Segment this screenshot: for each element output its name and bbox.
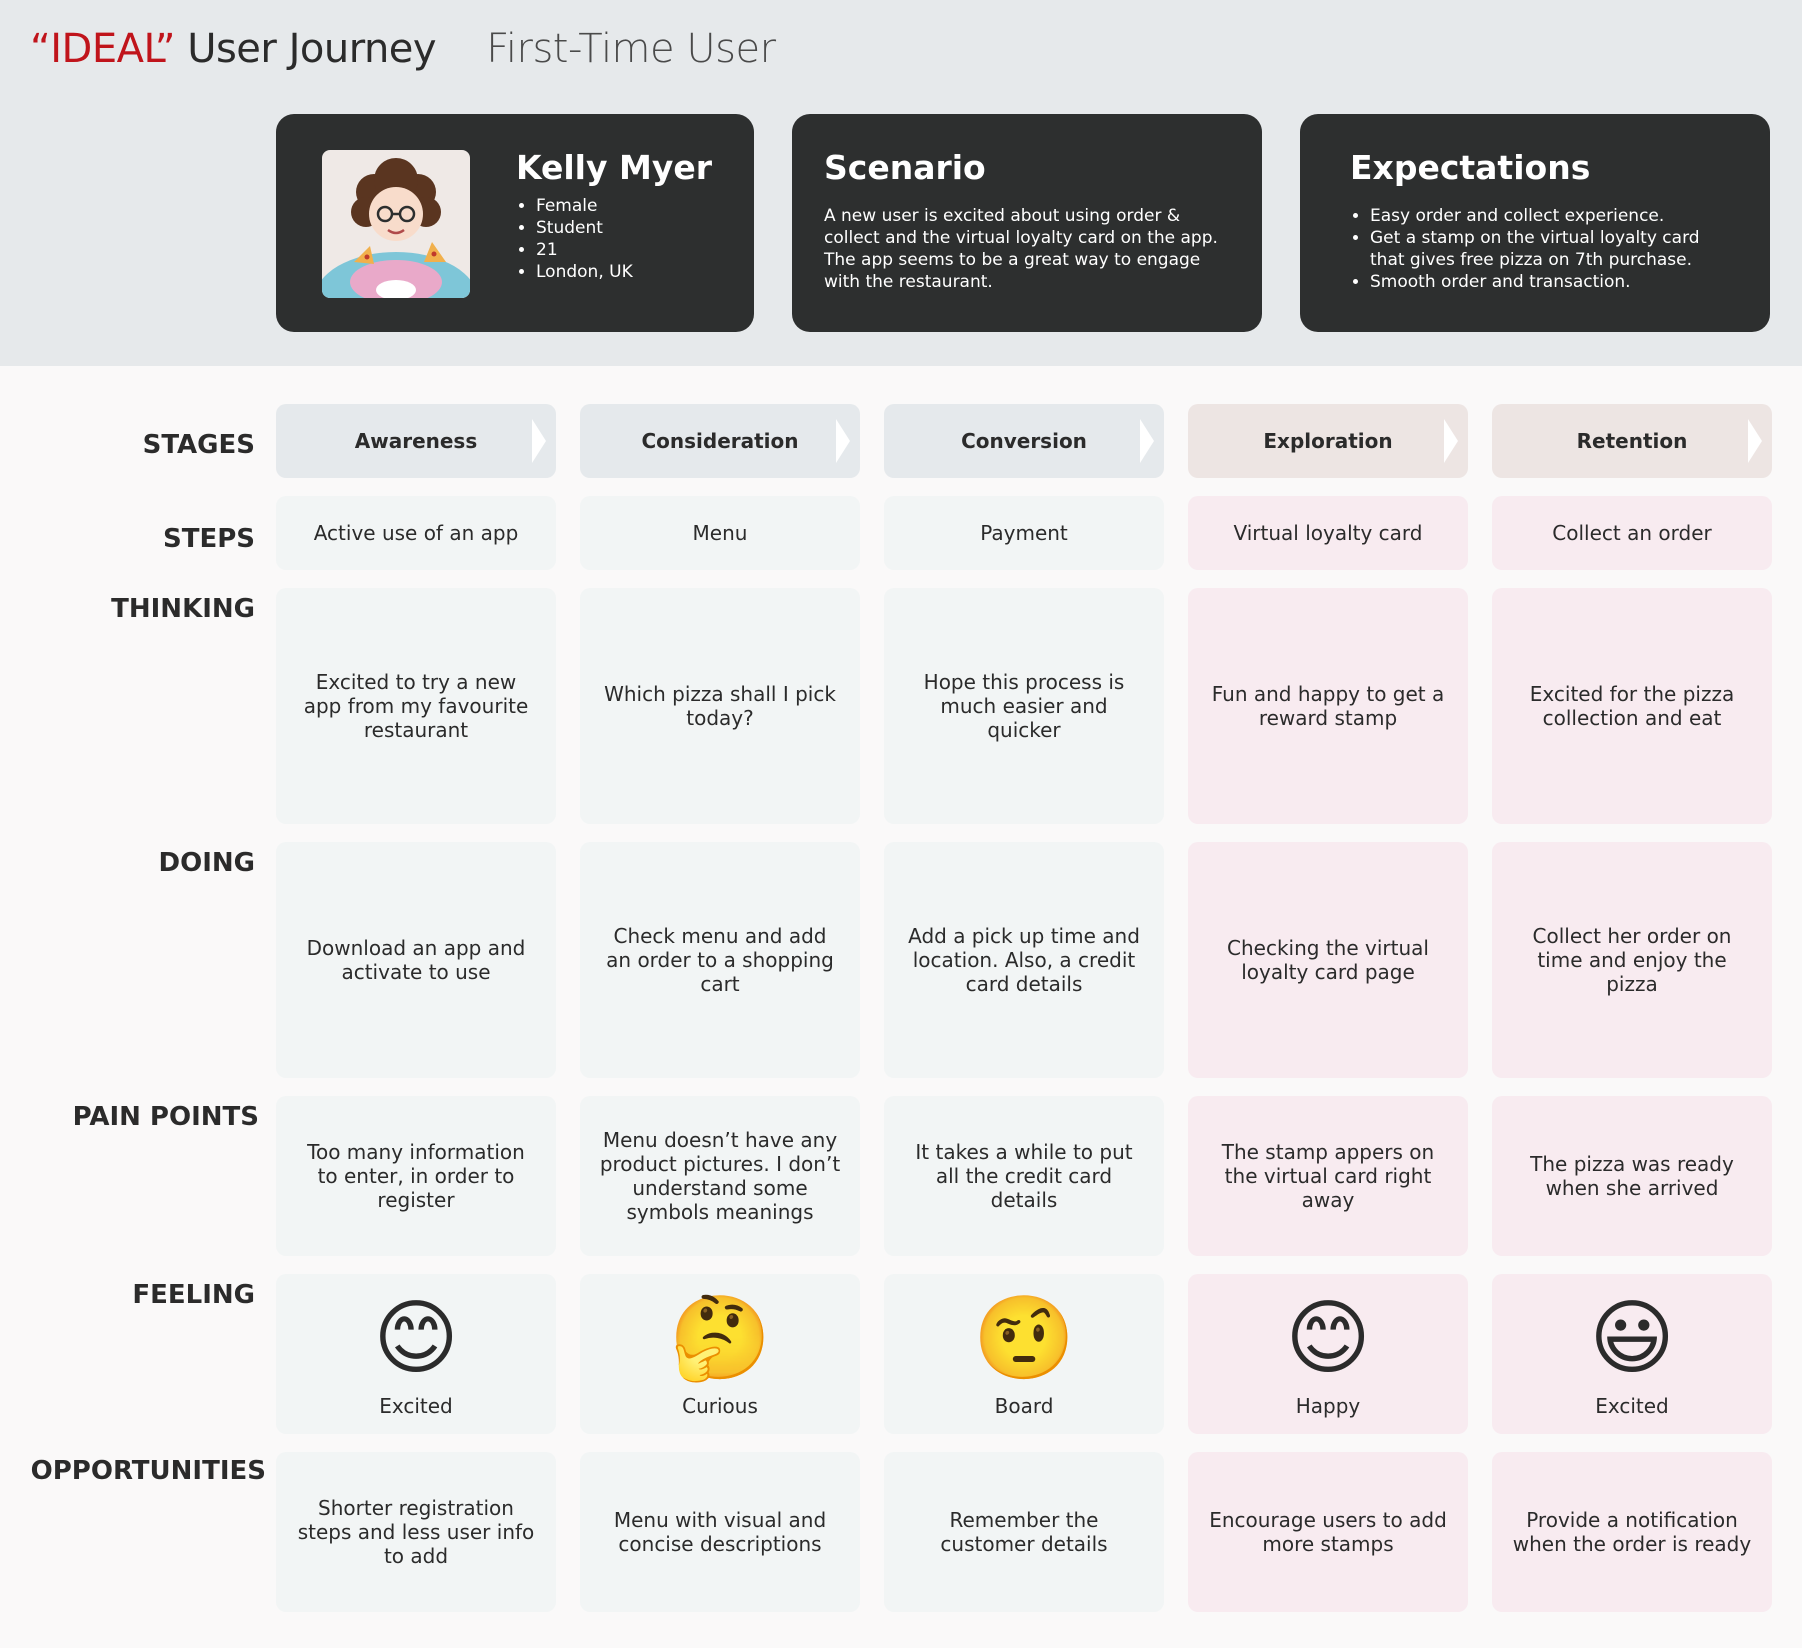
scenario-line: with the restaurant.	[824, 272, 993, 292]
scenario-line: The app seems to be a great way to engage	[824, 250, 1201, 270]
stage-label: Conversion	[961, 429, 1087, 453]
feeling-label: Board	[994, 1394, 1054, 1418]
row-label-thinking: THINKING	[111, 594, 255, 624]
pain-point-cell: Too many information to enter, in order to register	[276, 1096, 556, 1256]
pain-point-cell: The pizza was ready when she arrived	[1492, 1096, 1772, 1256]
thinking-cell: Hope this process is much easier and quicker	[884, 588, 1164, 824]
persona-detail: • 21	[536, 239, 712, 261]
pain-point-cell: It takes a while to put all the credit card details	[884, 1096, 1164, 1256]
feeling-label: Excited	[1595, 1394, 1669, 1418]
expectation-item: • Easy order and collect experience.	[1370, 205, 1730, 227]
persona-card	[276, 114, 754, 332]
chevron-right-icon	[836, 419, 850, 463]
stage-awareness	[276, 404, 556, 478]
stage-exploration	[1188, 404, 1468, 478]
grinning-face-icon: 😃	[1589, 1291, 1675, 1386]
persona-detail: • London, UK	[536, 261, 712, 283]
scenario-line: A new user is excited about using order &	[824, 206, 1181, 226]
scenario-line: collect and the virtual loyalty card on the app.	[824, 228, 1218, 248]
feeling-cell	[580, 1274, 860, 1434]
smiling-face-icon: 😊	[1285, 1291, 1371, 1386]
stage-label: Consideration	[641, 429, 799, 453]
row-label-pain-points: PAIN POINTS	[72, 1102, 259, 1132]
expectation-item: • Get a stamp on the virtual loyalty card that gives free pizza on 7th purchase.	[1370, 227, 1730, 271]
row-label-stages: STAGES	[142, 430, 255, 460]
pain-point-cell: The stamp appers on the virtual card right away	[1188, 1096, 1468, 1256]
expectations-card	[1300, 114, 1770, 332]
persona-detail: • Student	[536, 217, 712, 239]
stage-consideration	[580, 404, 860, 478]
scenario-text	[824, 205, 1262, 293]
stage-retention	[1492, 404, 1772, 478]
smiling-face-icon: 😊	[373, 1291, 459, 1386]
row-label-steps: STEPS	[162, 524, 255, 554]
thinking-cell: Fun and happy to get a reward stamp	[1188, 588, 1468, 824]
chevron-right-icon	[1140, 419, 1154, 463]
header-band	[0, 0, 1802, 366]
thinking-cell: Excited for the pizza collection and eat	[1492, 588, 1772, 824]
title-main: User Journey	[187, 26, 437, 72]
thinking-cell: Which pizza shall I pick today?	[580, 588, 860, 824]
doing-cell: Add a pick up time and location. Also, a credit card details	[884, 842, 1164, 1078]
scenario-heading: Scenario	[824, 148, 986, 187]
opportunity-cell: Shorter registration steps and less user info to add	[276, 1452, 556, 1612]
feeling-label: Curious	[682, 1394, 758, 1418]
expectations-list	[1350, 205, 1730, 293]
stage-conversion	[884, 404, 1164, 478]
persona-avatar-illustration	[322, 150, 470, 298]
expectations-heading: Expectations	[1350, 148, 1591, 187]
persona-detail: • Female	[536, 195, 712, 217]
thinking-cell: Excited to try a new app from my favourite restaurant	[276, 588, 556, 824]
doing-cell: Check menu and add an order to a shopping cart	[580, 842, 860, 1078]
persona-name: Kelly Myer	[516, 148, 713, 187]
step-cell: Collect an order	[1492, 496, 1772, 570]
step-cell: Menu	[580, 496, 860, 570]
step-cell: Active use of an app	[276, 496, 556, 570]
feeling-label: Excited	[379, 1394, 453, 1418]
doing-cell: Download an app and activate to use	[276, 842, 556, 1078]
chevron-right-icon	[1748, 419, 1762, 463]
row-label-doing: DOING	[158, 848, 255, 878]
raised-eyebrow-face-icon: 🤨	[972, 1291, 1076, 1386]
feeling-cell	[1188, 1274, 1468, 1434]
chevron-right-icon	[532, 419, 546, 463]
title-subtitle: First-Time User	[486, 26, 776, 72]
chevron-right-icon	[1444, 419, 1458, 463]
stage-label: Retention	[1576, 429, 1688, 453]
stage-label: Awareness	[354, 429, 478, 453]
feeling-label: Happy	[1295, 1394, 1361, 1418]
thinking-face-icon: 🤔	[668, 1291, 772, 1386]
stage-label: Exploration	[1263, 429, 1393, 453]
pain-point-cell: Menu doesn’t have any product pictures. I don’t understand some symbols meanings	[580, 1096, 860, 1256]
row-label-opportunities: OPPORTUNITIES	[30, 1456, 266, 1486]
doing-cell: Checking the virtual loyalty card page	[1188, 842, 1468, 1078]
row-label-feeling: FEELING	[132, 1280, 255, 1310]
opportunity-cell: Encourage users to add more stamps	[1188, 1452, 1468, 1612]
opportunity-cell: Remember the customer details	[884, 1452, 1164, 1612]
title-ideal: “IDEAL”	[30, 26, 175, 72]
feeling-cell	[1492, 1274, 1772, 1434]
step-cell: Payment	[884, 496, 1164, 570]
step-cell: Virtual loyalty card	[1188, 496, 1468, 570]
opportunity-cell: Provide a notification when the order is ready	[1492, 1452, 1772, 1612]
feeling-cell	[884, 1274, 1164, 1434]
scenario-card	[792, 114, 1262, 332]
opportunity-cell: Menu with visual and concise descriptions	[580, 1452, 860, 1612]
page-title	[30, 26, 776, 72]
feeling-cell	[276, 1274, 556, 1434]
expectation-item: • Smooth order and transaction.	[1370, 271, 1730, 293]
persona-details	[516, 195, 712, 283]
doing-cell: Collect her order on time and enjoy the pizza	[1492, 842, 1772, 1078]
